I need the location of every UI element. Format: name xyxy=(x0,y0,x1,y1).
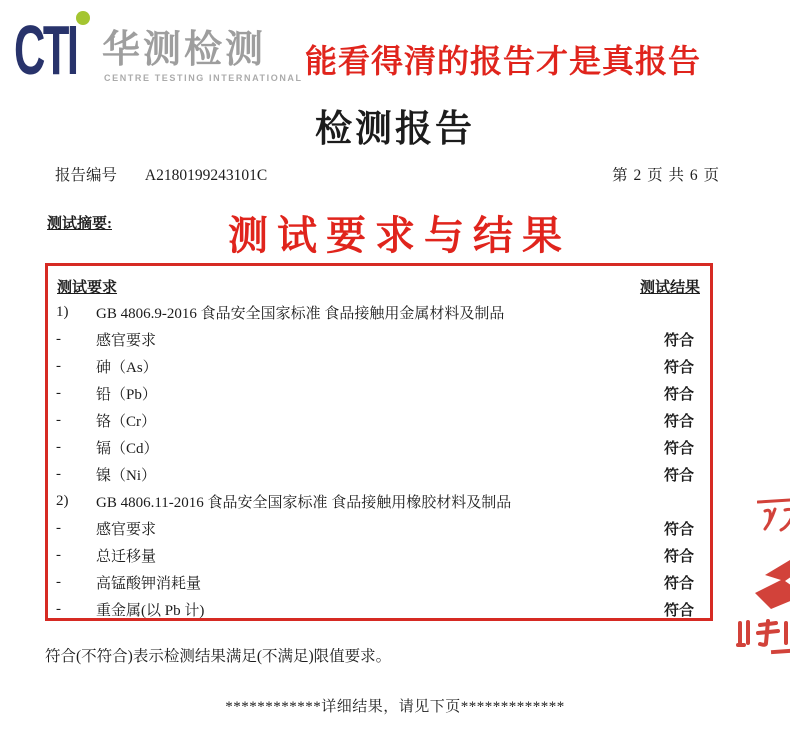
row-label: 镉（Cd） xyxy=(96,441,159,457)
row-result: 符合 xyxy=(663,603,694,619)
row-label: GB 4806.9-2016 食品安全国家标准 食品接触用金属材料及制品 xyxy=(96,306,505,322)
row-index: - xyxy=(56,601,61,617)
row-result: 符合 xyxy=(663,387,694,403)
report-meta-row xyxy=(0,163,790,185)
report-title: 检测报告 xyxy=(315,109,475,150)
row-label: 重金属(以 Pb 计) xyxy=(96,603,205,619)
row-result: 符合 xyxy=(663,576,694,592)
table-row xyxy=(48,434,710,461)
row-label: 高锰酸钾消耗量 xyxy=(96,576,202,592)
column-header-result: 测试结果 xyxy=(639,279,700,296)
row-result: 符合 xyxy=(663,468,694,484)
row-index: 1) xyxy=(56,304,69,320)
table-row xyxy=(48,542,710,569)
table-row xyxy=(48,488,710,515)
stamp-fragment-top-icon xyxy=(757,497,790,535)
row-result: 符合 xyxy=(663,522,694,538)
report-number-value: A2180199243101C xyxy=(144,167,268,184)
row-result: 符合 xyxy=(663,441,694,457)
logo-green-dot-icon xyxy=(76,11,90,25)
row-label: GB 4806.11-2016 食品安全国家标准 食品接触用橡胶材料及制品 xyxy=(96,495,512,511)
page-indicator: 第 2 页 共 6 页 xyxy=(612,167,720,184)
result-rows xyxy=(48,299,710,623)
row-index: - xyxy=(56,520,61,536)
row-label: 铬（Cr） xyxy=(96,414,157,430)
row-result: 符合 xyxy=(663,414,694,430)
row-label: 感官要求 xyxy=(96,522,157,538)
row-label: 铅（Pb） xyxy=(96,387,157,403)
cti-logo-text: CTI xyxy=(14,11,77,89)
stamp-arrow-icon xyxy=(755,551,790,609)
logo-english-name: CENTRE TESTING INTERNATIONAL xyxy=(104,73,303,83)
table-header-row xyxy=(48,266,710,299)
row-index: - xyxy=(56,385,61,401)
table-row xyxy=(48,569,710,596)
table-row xyxy=(48,299,710,326)
table-row xyxy=(48,596,710,623)
legend-note: 符合(不符合)表示检测结果满足(不满足)限值要求。 xyxy=(45,648,392,665)
row-index: 2) xyxy=(56,493,69,509)
row-index: - xyxy=(56,466,61,482)
red-slogan-annotation: 能看得清的报告才是真报告 xyxy=(305,43,702,79)
table-row xyxy=(48,461,710,488)
row-label: 镍（Ni） xyxy=(96,468,157,484)
row-label: 砷（As） xyxy=(96,360,158,376)
row-result: 符合 xyxy=(663,549,694,565)
row-index: - xyxy=(56,547,61,563)
row-result: 符合 xyxy=(663,360,694,376)
stamp-line-icon xyxy=(771,648,790,654)
test-summary-label: 测试摘要: xyxy=(47,216,112,232)
footer-see-next-page: ************详细结果，请见下页************* xyxy=(225,699,565,715)
logo-chinese-name: 华测检测 xyxy=(102,29,267,71)
row-index: - xyxy=(56,412,61,428)
row-index: - xyxy=(56,358,61,374)
stamp-fragment-bottom-icon xyxy=(736,619,790,647)
column-header-requirement: 测试要求 xyxy=(57,279,118,296)
row-result: 符合 xyxy=(663,333,694,349)
table-row xyxy=(48,380,710,407)
table-row xyxy=(48,353,710,380)
table-row xyxy=(48,407,710,434)
results-highlight-box xyxy=(45,263,713,621)
row-index: - xyxy=(56,574,61,590)
report-number-label: 报告编号 xyxy=(55,167,118,184)
table-row xyxy=(48,515,710,542)
cti-logo xyxy=(14,10,303,89)
table-row xyxy=(48,326,710,353)
row-label: 总迁移量 xyxy=(96,549,157,565)
row-label: 感官要求 xyxy=(96,333,157,349)
red-heading-annotation: 测试要求与结果 xyxy=(228,213,571,258)
row-index: - xyxy=(56,439,61,455)
row-index: - xyxy=(56,331,61,347)
